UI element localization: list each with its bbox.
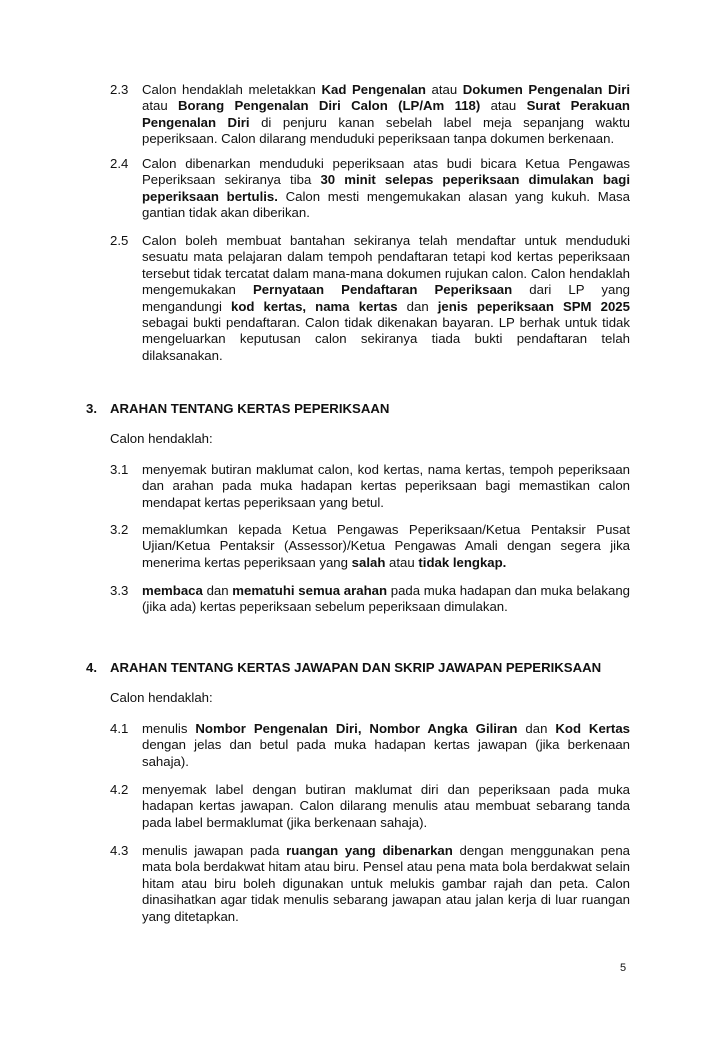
clause-number: 3.3	[110, 583, 129, 598]
section-number: 3.	[86, 401, 97, 416]
text-run: menyemak butiran maklumat calon, kod kertas, nama kertas, tempoh peperiksaan dan arahan pada muka hadapan kertas peperiksaan bagi memastikan calon mendapat kertas peperiksaan yang betul.	[142, 462, 630, 510]
clause-3-3	[110, 583, 630, 616]
text-run: Calon dibenarkan menduduki peperiksaan atas budi bicara Ketua Pengawas Peperiksaan sekiranya tiba	[142, 156, 630, 188]
clause-number: 4.2	[110, 782, 129, 797]
section-3-intro: Calon hendaklah:	[110, 431, 213, 446]
text-run: dengan menggunakan pena mata bola berdakwat hitam atau biru. Pensel atau pena mata bola berdakwat selain hitam atau biru boleh digunakan untuk melukis gambar rajah dan peta. Calon dinasihatkan agar tidak menulis sebarang jawapan atau jalan kerja di luar ruangan yang ditetapkan.	[142, 843, 630, 924]
bold-text: Pernyataan Pendaftaran Peperiksaan	[252, 282, 513, 298]
clause-number: 4.3	[110, 843, 129, 858]
bold-text: kod kertas, nama kertas	[231, 298, 398, 314]
clause-4-1	[110, 721, 630, 770]
text-run: sebagai bukti pendaftaran. Calon tidak dikenakan bayaran. LP berhak untuk tidak mengeluarkan keputusan calon sekiranya tiada bukti pendaftaran telah dilaksanakan.	[142, 315, 630, 363]
text-run: atau	[480, 98, 527, 114]
clause-4-3	[110, 843, 630, 925]
text-run: atau	[425, 82, 463, 97]
section-4-heading	[86, 660, 646, 676]
text-run: pada muka hadapan dan muka belakang (jika ada) kertas peperiksaan sebelum peperiksaan dimulakan.	[142, 583, 630, 615]
clause-text	[142, 82, 630, 148]
section-title: ARAHAN TENTANG KERTAS JAWAPAN DAN SKRIP JAWAPAN PEPERIKSAAN	[110, 660, 602, 675]
bold-text: Borang Pengenalan Diri Calon (LP/Am 118)	[178, 98, 481, 114]
text-run: dan	[517, 721, 556, 736]
section-4-intro: Calon hendaklah:	[110, 690, 213, 705]
clause-text	[142, 233, 630, 364]
text-run: Calon hendaklah meletakkan	[142, 82, 322, 97]
clause-3-1	[110, 462, 630, 511]
clause-number: 3.1	[110, 462, 129, 477]
clause-4-2	[110, 782, 630, 831]
clause-number: 2.3	[110, 82, 129, 97]
section-3-heading	[86, 401, 646, 417]
clause-text	[142, 843, 630, 925]
clause-text	[142, 522, 630, 571]
clause-number: 3.2	[110, 522, 129, 537]
clause-2-5	[110, 233, 630, 364]
bold-text: tidak lengkap.	[418, 554, 507, 570]
clause-2-4	[110, 156, 630, 222]
text-run: menulis	[142, 721, 196, 736]
clause-number: 2.5	[110, 233, 129, 248]
text-run: menyemak label dengan butiran maklumat diri dan peperiksaan pada muka hadapan kertas jawapan. Calon dilarang menulis atau membuat sebarang tanda pada label bermaklumat (jika berkenaan sahaja).	[142, 782, 630, 830]
text-run: dan	[397, 298, 438, 314]
clause-text	[142, 782, 630, 831]
bold-text: 30 minit selepas peperiksaan dimulakan bagi peperiksaan bertulis.	[142, 172, 630, 204]
text-run: dan	[202, 583, 233, 598]
text-run: memaklumkan kepada Ketua Pengawas Peperiksaan/Ketua Pentaksir Pusat Ujian/Ketua Pentaksir (Assessor)/Ketua Pengawas Amali dengan segera jika menerima kertas peperiksaan yang	[142, 522, 630, 570]
clause-3-2	[110, 522, 630, 571]
text-run: atau	[142, 98, 178, 114]
bold-text: membaca	[142, 583, 203, 598]
bold-text: mematuhi semua arahan	[232, 583, 388, 598]
bold-text: Surat Perakuan Pengenalan Diri	[142, 98, 630, 130]
bold-text: salah	[351, 554, 386, 570]
clause-text	[142, 156, 630, 222]
text-run: atau	[385, 554, 419, 570]
clause-2-3	[110, 82, 630, 148]
bold-text: Kad Pengenalan	[321, 82, 426, 97]
clause-text	[142, 721, 630, 770]
clause-text	[142, 462, 630, 511]
text-run: dari LP yang mengandungi	[142, 282, 631, 314]
section-number: 4.	[86, 660, 97, 675]
clause-number: 2.4	[110, 156, 129, 171]
bold-text: jenis peperiksaan SPM 2025	[437, 298, 630, 314]
section-title: ARAHAN TENTANG KERTAS PEPERIKSAAN	[110, 401, 390, 416]
text-run: Calon mesti mengemukakan alasan yang kukuh. Masa gantian tidak akan diberikan.	[142, 188, 630, 221]
text-run: dengan jelas dan betul pada muka hadapan kertas jawapan (jika berkenaan sahaja).	[142, 737, 630, 769]
text-run: Calon boleh membuat bantahan sekiranya telah mendaftar untuk menduduki sesuatu mata pelajaran dalam tempoh pendaftaran tetapi kod kertas peperiksaan tersebut tidak tercatat dalam mana-mana dokumen rujukan calon. Calon hendaklah mengemukakan	[142, 233, 630, 298]
bold-text: Kod Kertas	[555, 721, 630, 736]
page-number: 5	[620, 962, 627, 974]
text-run: di penjuru kanan sebelah label meja sepanjang waktu peperiksaan. Calon dilarang menduduki peperiksaan tanpa dokumen berkenaan.	[142, 114, 630, 147]
bold-text: Dokumen Pengenalan Diri	[462, 82, 631, 97]
text-run: menulis jawapan pada	[142, 843, 287, 858]
clause-number: 4.1	[110, 721, 129, 736]
clause-text	[142, 583, 630, 616]
bold-text: Nombor Pengenalan Diri, Nombor Angka Giliran	[195, 721, 518, 736]
bold-text: ruangan yang dibenarkan	[286, 843, 453, 858]
